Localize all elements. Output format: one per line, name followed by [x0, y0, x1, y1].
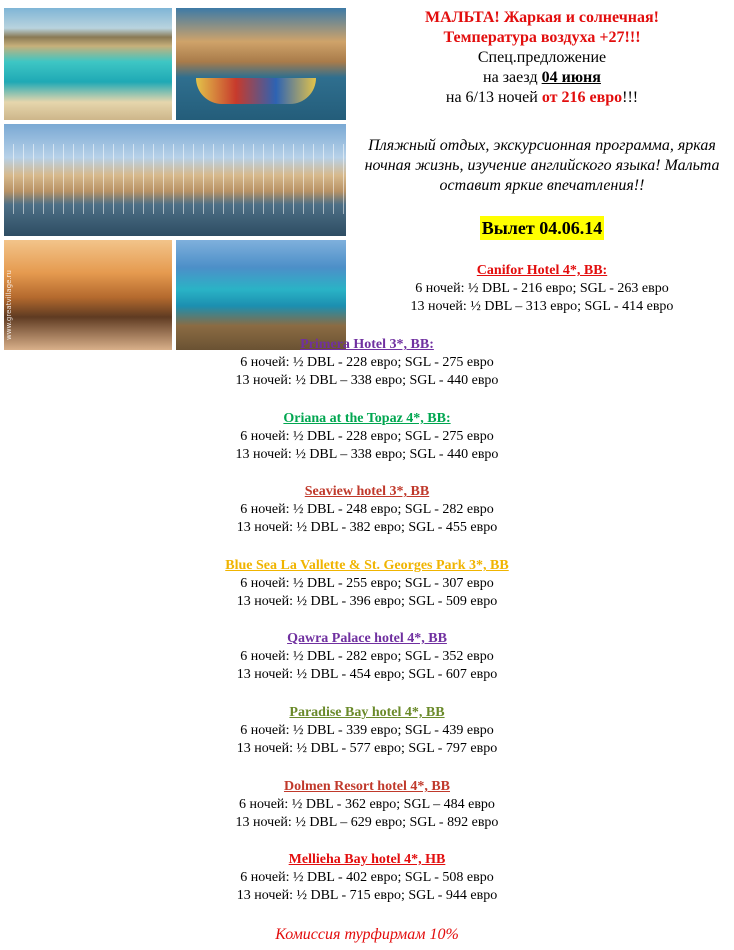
hotel-name: Blue Sea La Vallette & St. Georges Park 3*, BB — [225, 558, 509, 573]
hotel-price-6-nights: 6 ночей: ½ DBL - 216 евро; SGL - 263 евро — [415, 281, 669, 296]
hotel-price-13-nights: 13 ночей: ½ DBL – 629 евро; SGL - 892 евро — [235, 815, 499, 830]
photo-credit: www.greatvillage.ru — [5, 270, 13, 340]
hotel-item — [0, 778, 734, 832]
hotel-name: Qawra Palace hotel 4*, BB — [287, 631, 447, 646]
hotel-price-13-nights: 13 ночей: ½ DBL - 382 евро; SGL - 455 евро — [236, 520, 498, 535]
hotel-price-13-nights: 13 ночей: ½ DBL - 454 евро; SGL - 607 евро — [236, 667, 498, 682]
hotel-price-6-nights: 6 ночей: ½ DBL - 248 евро; SGL - 282 евро — [240, 502, 494, 517]
departure-block — [0, 218, 734, 239]
hotel-price-13-nights: 13 ночей: ½ DBL – 338 евро; SGL - 440 евро — [235, 373, 499, 388]
hotel-name: Canifor Hotel 4*, BB: — [476, 263, 608, 278]
hotel-price-6-nights: 6 ночей: ½ DBL - 255 евро; SGL - 307 евро — [240, 576, 494, 591]
hotel-price-6-nights: 6 ночей: ½ DBL - 282 евро; SGL - 352 евро — [240, 649, 494, 664]
headline-line5 — [350, 88, 734, 108]
hotel-price-13-nights: 13 ночей: ½ DBL - 715 евро; SGL - 944 евро — [236, 888, 498, 903]
headline-block — [350, 8, 734, 108]
hotel-item — [0, 483, 734, 537]
hotel-name: Primera Hotel 3*, BB: — [300, 337, 434, 352]
hotel-price-13-nights: 13 ночей: ½ DBL – 313 евро; SGL - 414 евро — [410, 299, 674, 314]
nights-prefix: на 6/13 ночей — [445, 89, 542, 106]
photo-collage — [4, 8, 346, 350]
photo-beach-lagoon — [4, 8, 172, 120]
hotel-item — [0, 630, 734, 684]
hotel-price-13-nights: 13 ночей: ½ DBL - 577 евро; SGL - 797 евро — [236, 741, 498, 756]
photo-coastline — [176, 240, 346, 350]
photo-rock-arch-sunset — [4, 240, 172, 350]
commission-note: Комиссия турфирмам 10% — [275, 926, 459, 943]
intro-text: Пляжный отдых, экскурсионная программа, яркая ночная жизнь, изучение английского языка! Мальта оставит яркие впечатления!! — [364, 137, 720, 194]
headline-line2: Температура воздуха +27!!! — [443, 29, 641, 46]
hotel-name: Dolmen Resort hotel 4*, BB — [283, 779, 451, 794]
hotel-name: Seaview hotel 3*, BB — [304, 484, 430, 499]
exclaim: !!! — [622, 89, 639, 106]
hotel-price-13-nights: 13 ночей: ½ DBL – 338 евро; SGL - 440 евро — [235, 447, 499, 462]
hotel-item — [0, 704, 734, 758]
hotel-price-6-nights: 6 ночей: ½ DBL - 228 евро; SGL - 275 евро — [240, 355, 494, 370]
hotel-price-6-nights: 6 ночей: ½ DBL - 402 евро; SGL - 508 евро — [240, 870, 494, 885]
masts-shape — [4, 144, 346, 214]
hotel-name: Oriana at the Topaz 4*, BB: — [283, 411, 451, 426]
arrival-date: 04 июня — [541, 69, 601, 86]
hotel-item — [0, 851, 734, 905]
headline-line1: МАЛЬТА! Жаркая и солнечная! — [425, 9, 659, 26]
hotel-price-6-nights: 6 ночей: ½ DBL - 362 евро; SGL – 484 евро — [239, 797, 495, 812]
photo-fishing-boats — [176, 8, 346, 120]
hotel-price-6-nights: 6 ночей: ½ DBL - 339 евро; SGL - 439 евро — [240, 723, 494, 738]
hotel-price-6-nights: 6 ночей: ½ DBL - 228 евро; SGL - 275 евро — [240, 429, 494, 444]
hotel-item — [0, 410, 734, 464]
price-from: от 216 евро — [541, 89, 623, 106]
hotel-item — [0, 336, 734, 390]
hotel-item — [350, 262, 734, 316]
hotel-price-13-nights: 13 ночей: ½ DBL - 396 евро; SGL - 509 евро — [236, 594, 498, 609]
hotel-item — [0, 557, 734, 611]
boat-shape — [196, 78, 316, 104]
departure-date: Вылет 04.06.14 — [481, 218, 603, 238]
headline-line4 — [350, 68, 734, 88]
hotel-name: Paradise Bay hotel 4*, BB — [289, 705, 445, 720]
headline-line3: Спец.предложение — [477, 49, 607, 66]
hotel-name: Mellieha Bay hotel 4*, HB — [288, 852, 446, 867]
arrival-prefix: на заезд — [483, 69, 542, 86]
